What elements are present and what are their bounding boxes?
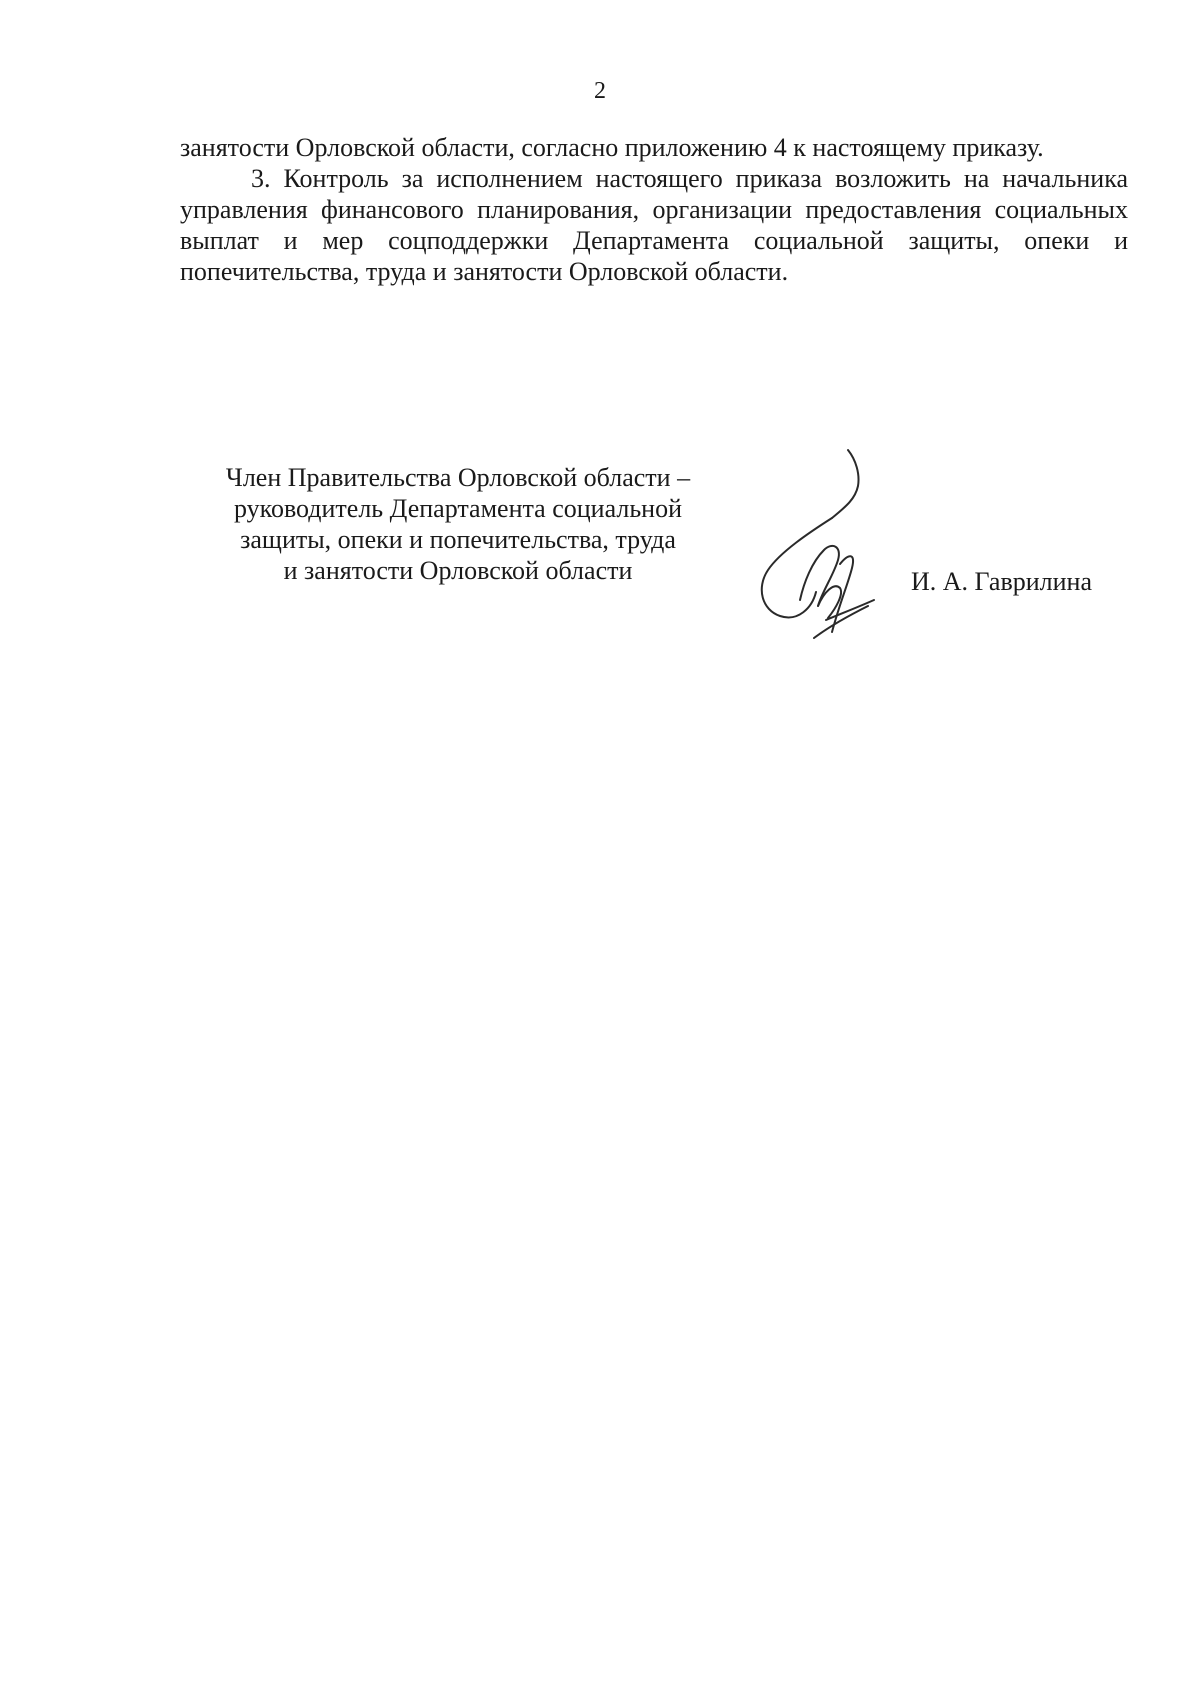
- page-number: 2: [594, 78, 606, 104]
- signatory-position: [180, 462, 736, 586]
- signatory-name: И. А. Гаврилина: [911, 567, 1093, 596]
- handwritten-signature: [740, 442, 890, 652]
- signatory-position-line: и занятости Орловской области: [283, 556, 633, 585]
- signatory-position-line: Член Правительства Орловской области –: [225, 463, 691, 492]
- signatory-position-line: руководитель Департамента социальной: [233, 494, 683, 523]
- paragraph-item-3: 3. Контроль за исполнением настоящего приказа возложить на начальника управления финансового планирования, организации предоставления социальных выплат и мер соцподдержки Департамента социальной защиты, опеки и попечительства, труда и занятости Орловской области.: [180, 164, 1128, 286]
- signatory-position-line: защиты, опеки и попечительства, труда: [240, 525, 676, 554]
- body-text: [180, 132, 1128, 287]
- paragraph-continuation: занятости Орловской области, согласно приложению 4 к настоящему приказу.: [180, 133, 1044, 162]
